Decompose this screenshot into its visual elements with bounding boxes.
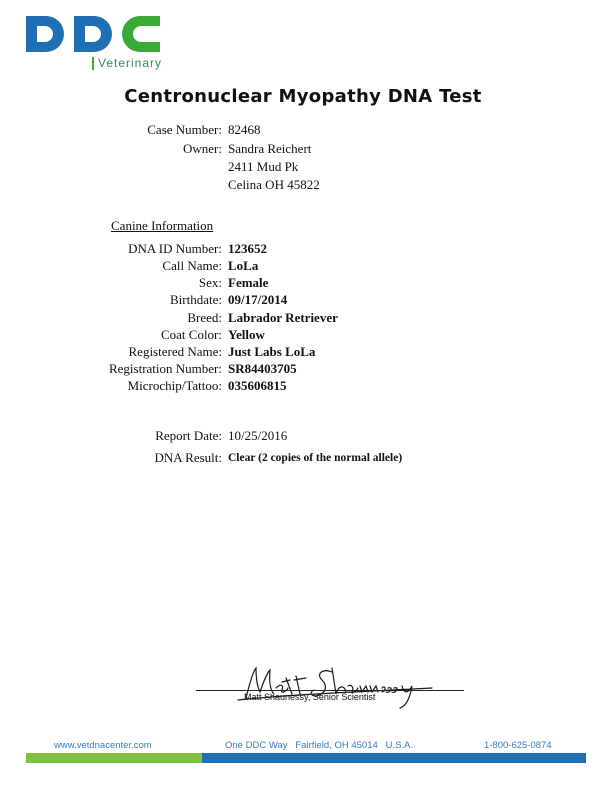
logo-letter-d2	[74, 16, 112, 52]
report-date-value: 10/25/2016	[228, 428, 288, 443]
footer-bar-blue	[202, 753, 586, 763]
signature-image	[236, 658, 436, 710]
owner-label: Owner:	[183, 141, 222, 156]
breed-value: Labrador Retriever	[228, 310, 338, 325]
registered-name-label: Registered Name:	[128, 344, 222, 359]
microchip-label: Microchip/Tattoo:	[127, 378, 222, 393]
birthdate-label: Birthdate:	[170, 292, 222, 307]
logo-letter-d1	[26, 16, 64, 52]
sex-value: Female	[228, 275, 269, 290]
logo-letter-c	[122, 16, 160, 52]
footer-phone: 1-800-625-0874	[484, 740, 552, 751]
signature-line	[196, 690, 464, 691]
registered-name-value: Just Labs LoLa	[228, 344, 316, 359]
registration-number-value: SR84403705	[228, 361, 297, 376]
footer-website[interactable]: www.vetdnacenter.com	[54, 740, 152, 751]
dna-result-label: DNA Result:	[154, 450, 222, 465]
call-name-value: LoLa	[228, 258, 259, 273]
birthdate-value: 09/17/2014	[228, 292, 288, 307]
dna-result-value: Clear (2 copies of the normal allele)	[228, 452, 403, 464]
signatory-name: Matt Shaunessy, Senior Scientist	[244, 692, 376, 702]
owner-street: 2411 Mud Pk	[228, 159, 299, 174]
sex-label: Sex:	[198, 275, 222, 290]
owner-name: Sandra Reichert	[228, 141, 312, 156]
microchip-value: 035606815	[228, 378, 287, 393]
coat-color-label: Coat Color:	[160, 327, 222, 342]
call-name-label: Call Name:	[162, 258, 222, 273]
owner-city: Celina OH 45822	[228, 177, 320, 192]
page-title: Centronuclear Myopathy DNA Test	[124, 86, 482, 107]
footer-address: One DDC Way Fairfield, OH 45014 U.S.A.	[225, 740, 414, 751]
case-number-label: Case Number:	[147, 122, 222, 137]
coat-color-value: Yellow	[228, 327, 265, 342]
report-date-label: Report Date:	[155, 428, 222, 443]
dna-id-label: DNA ID Number:	[128, 241, 222, 256]
case-number-value: 82468	[228, 122, 261, 137]
registration-number-label: Registration Number:	[108, 361, 222, 376]
footer-bar-green	[26, 753, 202, 763]
dna-id-value: 123652	[228, 241, 267, 256]
logo-subtitle: Veterinary	[92, 57, 162, 70]
canine-info-heading: Canine Information	[111, 218, 214, 233]
breed-label: Breed:	[187, 310, 222, 325]
